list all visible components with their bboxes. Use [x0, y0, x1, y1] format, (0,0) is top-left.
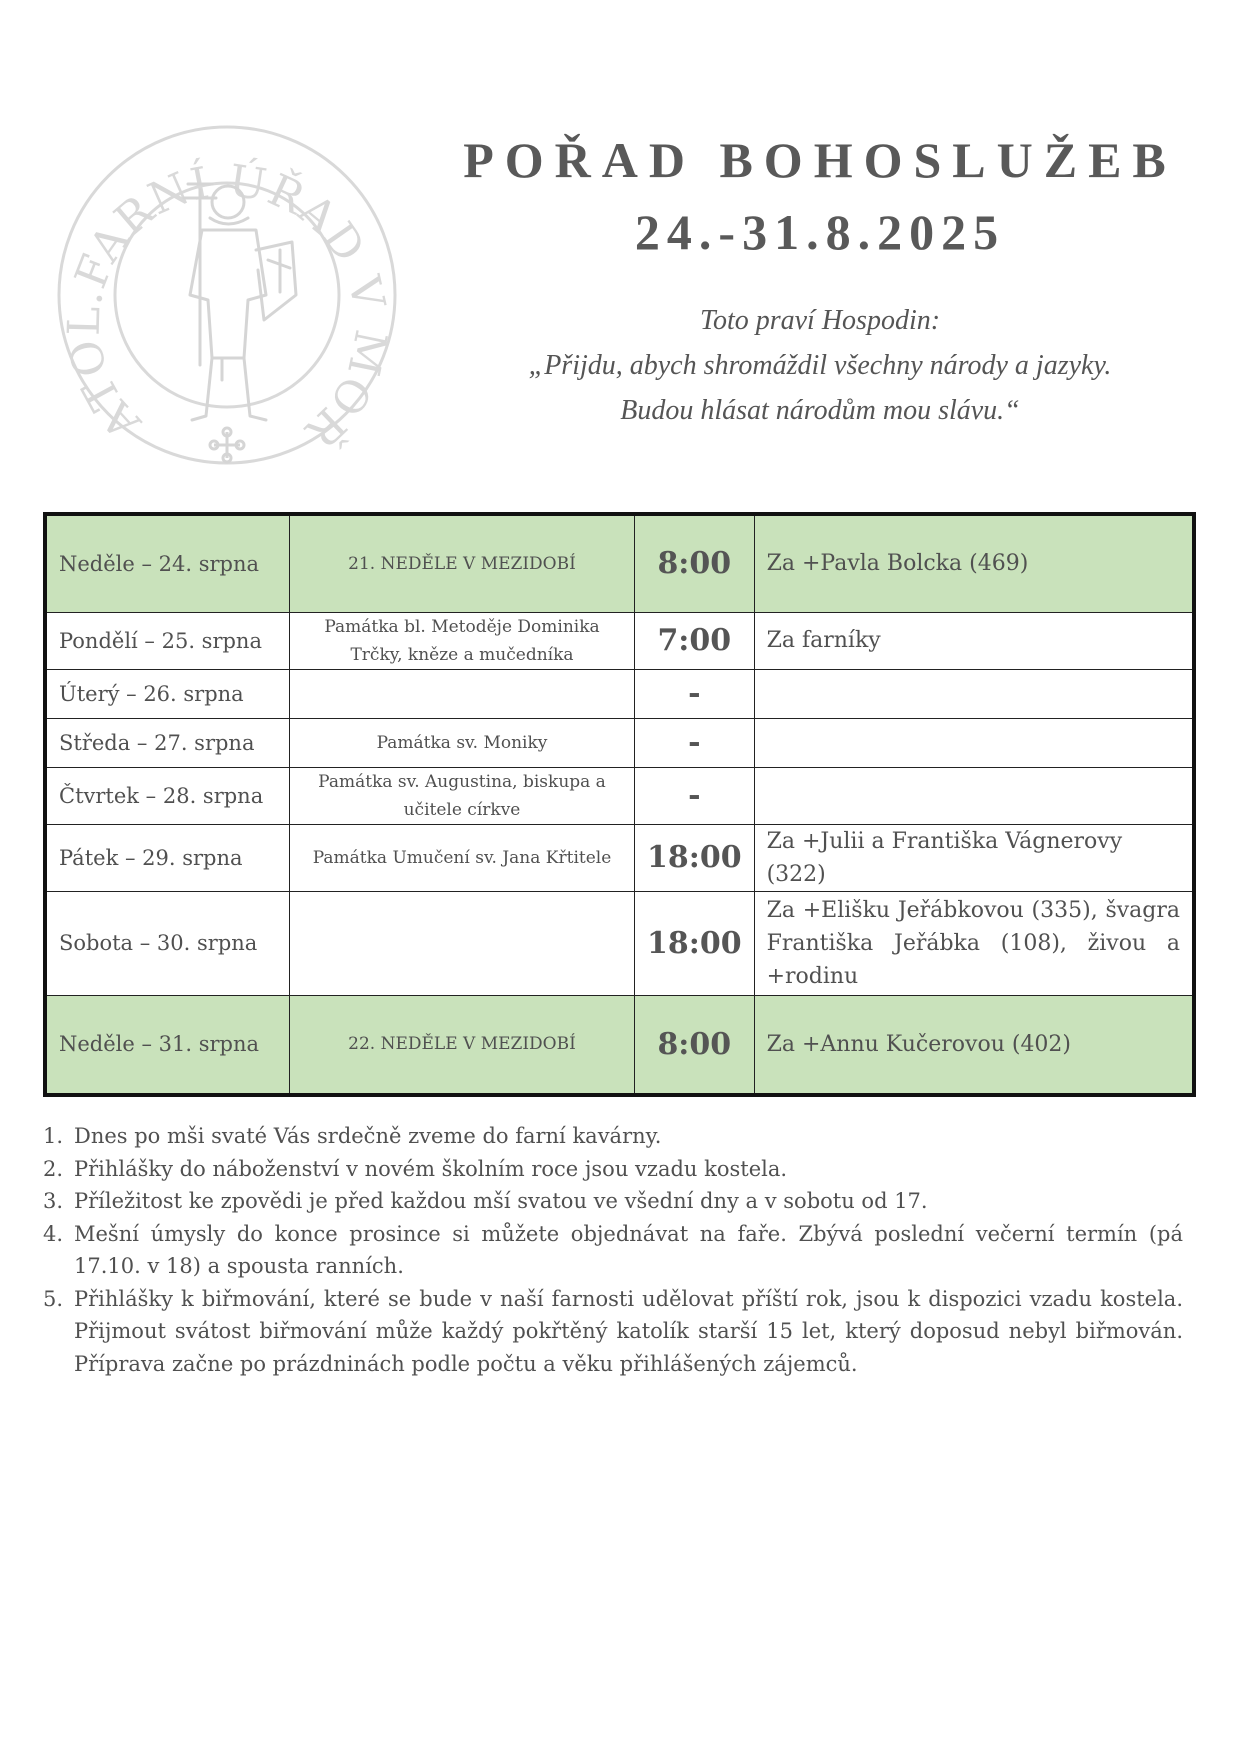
- schedule-time: 8:00: [635, 995, 755, 1095]
- list-item-text: Příležitost ke zpovědi je před každou mší svatou ve všední dny a v sobotu od 17.: [74, 1189, 928, 1213]
- schedule-feast: Památka Umučení sv. Jana Křtitele: [290, 824, 635, 891]
- schedule-day: Čtvrtek – 28. srpna: [45, 767, 290, 824]
- schedule-intention: [754, 767, 1194, 824]
- list-item: [43, 1120, 1183, 1153]
- quote-line-2: „Přijdu, abych shromáždil všechny národy a jazyky.: [528, 350, 1112, 381]
- schedule-time: 7:00: [635, 612, 755, 669]
- schedule-feast: Památka bl. Metoděje Dominika Trčky, kněze a mučedníka: [290, 612, 635, 669]
- list-item: [43, 1283, 1183, 1381]
- list-item-text: Dnes po mši svaté Vás srdečně zveme do farní kavárny.: [74, 1124, 662, 1148]
- schedule-intention: Za +Julii a Františka Vágnerovy (322): [754, 824, 1194, 891]
- scripture-quote: [420, 298, 1220, 433]
- schedule-day: Sobota – 30. srpna: [45, 891, 290, 995]
- list-item: [43, 1218, 1183, 1283]
- list-item-text: Přihlášky k biřmování, které se bude v naší farnosti udělovat příští rok, jsou k dispozici vzadu kostela. Přijmout svátost biřmování může každý pokřtěný katolík starší 15 let, který doposud nebyl biřmován. Příprava začne po prázdninách podle počtu a věku přihlášených zájemců.: [74, 1286, 1183, 1376]
- schedule-day: Pondělí – 25. srpna: [45, 612, 290, 669]
- list-item-number: 1.: [43, 1124, 64, 1148]
- list-item: [43, 1153, 1183, 1186]
- schedule-time: 8:00: [635, 514, 755, 612]
- schedule-time: -: [635, 767, 755, 824]
- svg-text:ŘÍM.KATOL.FARNÍ ÚŘAD V MOŘKOVĚ: [52, 120, 396, 460]
- schedule-intention: Za farníky: [754, 612, 1194, 669]
- date-range: 24.-31.8.2025: [634, 204, 1006, 260]
- schedule-feast: Památka sv. Augustina, biskupa a učitele církve: [290, 767, 635, 824]
- list-item-number: 3.: [43, 1189, 64, 1213]
- schedule-feast: 21. NEDĚLE V MEZIDOBÍ: [290, 514, 635, 612]
- parish-seal-icon: [52, 120, 402, 470]
- quote-line-1: Toto praví Hospodin:: [699, 305, 941, 336]
- schedule-time: -: [635, 669, 755, 718]
- schedule-intention: [754, 718, 1194, 767]
- list-item-number: 5.: [43, 1286, 64, 1311]
- schedule-row: [45, 824, 1194, 891]
- schedule-row: [45, 612, 1194, 669]
- schedule-feast: Památka sv. Moniky: [290, 718, 635, 767]
- schedule-day: Úterý – 26. srpna: [45, 669, 290, 718]
- mass-schedule-table: [43, 512, 1196, 1097]
- schedule-feast: 22. NEDĚLE V MEZIDOBÍ: [290, 995, 635, 1095]
- schedule-intention: [754, 669, 1194, 718]
- schedule-row: [45, 669, 1194, 718]
- schedule-day: Neděle – 31. srpna: [45, 995, 290, 1095]
- schedule-row: [45, 891, 1194, 995]
- schedule-day: Pátek – 29. srpna: [45, 824, 290, 891]
- schedule-intention: Za +Elišku Jeřábkovou (335), švagra Františka Jeřábka (108), živou a +rodinu: [754, 891, 1194, 995]
- schedule-row: [45, 718, 1194, 767]
- schedule-row: [45, 514, 1194, 612]
- list-item: [43, 1185, 1183, 1218]
- schedule-feast: [290, 891, 635, 995]
- list-item-number: 4.: [43, 1221, 64, 1246]
- quote-line-3: Budou hlásat národům mou slávu.“: [620, 395, 1020, 426]
- schedule-day: Středa – 27. srpna: [45, 718, 290, 767]
- seal-cross-icon: [210, 428, 244, 462]
- announcements-list: [43, 1120, 1183, 1380]
- schedule-row: [45, 767, 1194, 824]
- schedule-time: 18:00: [635, 824, 755, 891]
- schedule-intention: Za +Pavla Bolcka (469): [754, 514, 1194, 612]
- seal-text: ATOL.FARNÍ ÚŘAD V MOŘ: [58, 155, 397, 458]
- list-item-text: Přihlášky do náboženství v novém školním roce jsou vzadu kostela.: [74, 1156, 788, 1181]
- schedule-row: [45, 995, 1194, 1095]
- schedule-feast: [290, 669, 635, 718]
- page-title: POŘAD BOHOSLUŽEB: [463, 132, 1177, 188]
- schedule-intention: Za +Annu Kučerovou (402): [754, 995, 1194, 1095]
- schedule-day: Neděle – 24. srpna: [45, 514, 290, 612]
- list-item-number: 2.: [43, 1156, 64, 1181]
- schedule-time: 18:00: [635, 891, 755, 995]
- list-item-text: Mešní úmysly do konce prosince si můžete objednávat na faře. Zbývá poslední večerní termín (pá 17.10. v 18) a spousta ranních.: [74, 1221, 1183, 1278]
- schedule-time: -: [635, 718, 755, 767]
